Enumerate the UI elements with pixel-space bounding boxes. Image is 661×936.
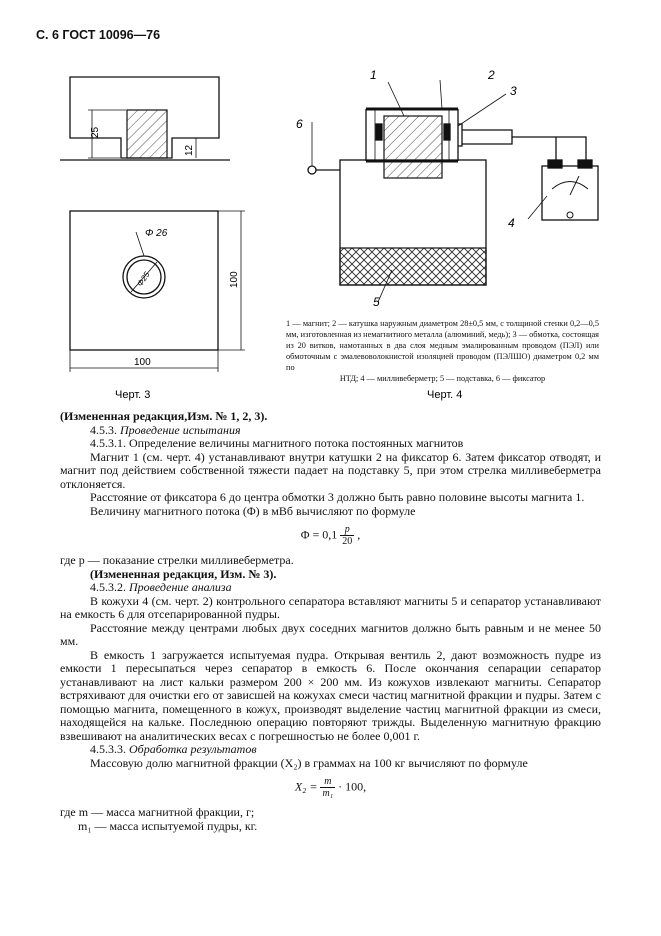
label-4: 4 — [508, 216, 515, 230]
paragraph: В кожухи 4 (см. черт. 2) контрольного сепаратора вставляют магниты 5 и сепаратор устанавливают на емкость 6 для отсепарированной пудры. — [60, 593, 601, 621]
formula-tail: , — [357, 527, 361, 542]
label-2: 2 — [488, 68, 495, 82]
paragraph: Расстояние от фиксатора 6 до центра обмотки 3 должно быть равно половине высоты магнита 1. — [90, 490, 585, 504]
formula-flux — [60, 524, 601, 547]
paragraph: где p — показание стрелки милливеберметра. — [60, 553, 294, 567]
formula-tail: · 100, — [338, 779, 367, 794]
figure-3-caption: Черт. 3 — [115, 389, 151, 401]
formula-fraction — [320, 776, 335, 799]
paragraph: Магнит 1 (см. черт. 4) устанавливают внутри катушки 2 на фиксатор 6. Затем фиксатор отводят, и магнит под действием собственной тяжести падает на подставку 5, при этом стрелка милливеберметра отклоняется. — [60, 449, 601, 491]
section-4-5-3-2 — [60, 581, 601, 595]
stand-base — [340, 248, 486, 285]
section-title: Проведение анализа — [129, 580, 232, 594]
formula-mass-fraction — [60, 776, 601, 799]
fig4-apparatus — [308, 80, 598, 302]
magnet-sample — [127, 110, 167, 158]
magnet-1 — [384, 116, 442, 178]
paragraph: Массовую долю магнитной фракции (X₂) в граммах на 100 кг вычисляют по формуле — [90, 755, 528, 770]
label-3: 3 — [510, 84, 517, 98]
legend-last-line: НТД; 4 — милливеберметр; 5 — подставка, 6 — фиксатор — [339, 374, 546, 384]
dim-phi26: Φ 26 — [145, 228, 168, 239]
paragraph: 4.5.3.1. Определение величины магнитного потока постоянных магнитов — [90, 436, 464, 450]
section-4-5-3-3 — [60, 743, 601, 757]
section-number: 4.5.3. — [90, 422, 117, 437]
section-4-5-3 — [60, 424, 601, 438]
section-title: Проведение испытания — [120, 422, 241, 437]
amendment-note-2: (Измененная редакция, Изм. № 3). — [90, 566, 277, 581]
label-5: 5 — [373, 295, 380, 309]
amendment-note-1: (Измененная редакция,Изм. № 1, 2, 3). — [60, 409, 268, 423]
formula-denominator: 20 — [342, 536, 353, 547]
section-number: 4.5.3.2. — [90, 580, 126, 594]
page-header: С. 6 ГОСТ 10096—76 — [36, 28, 161, 42]
paragraph: Величину магнитного потока (Φ) в мВб вычисляют по формуле — [90, 503, 416, 518]
body-text — [60, 410, 601, 833]
dim-12: 12 — [184, 144, 195, 156]
paragraph: где m — масса магнитной фракции, г; — [60, 805, 255, 819]
figure-4-caption: Черт. 4 — [427, 389, 463, 401]
paragraph: Расстояние между центрами любых двух соседних магнитов должно быть равным и не менее 50 мм. — [60, 620, 601, 648]
formula-numerator: p — [340, 524, 354, 536]
paragraph: В емкость 1 загружается испытуемая пудра. Открывая вентиль 2, дают возможность пудре из емкости 1 пересыпаться через сепаратор в емкость 6. После окончания сепарации сепаратор устанавливают на лист кальки размером 200 × 200 мм. Из кожухов извлекают магниты. Сепаратор встряхивают для очистки его от зависшей на кожухах смеси частиц магнитной фракции и пудры. Затем с помощью магнита, помещенного в кожух, производят выделение частиц магнитной фракции из смеси, находящейся на кальке. Последнюю операцию повторяют трижды. Выделенную магнитную фракцию взвешивают на аналитических весах с погрешностью не более 0,001 г. — [60, 647, 601, 743]
formula-fraction — [340, 524, 354, 547]
formula-lhs: X₂ = — [294, 779, 318, 794]
dim-100-horizontal: 100 — [134, 357, 151, 368]
label-6: 6 — [296, 117, 303, 131]
legend-main: 1 — магнит; 2 — катушка наружным диаметром 28±0,5 мм, с толщиной стенки 0,2—0,5 мм, изготовленная из немагнитного металла (алюминий, медь); 3 — обмотка, состоящая из 20 витков, намотанных в два слоя медным эмалированным проводом (ПЭЛ) или обмоточным с эмалевоволокнистой изоляцией проводом (ПЭЛШО) диаметром 0,2 мм по — [286, 319, 599, 373]
dim-100-vertical: 100 — [229, 271, 240, 288]
fig3-side-view — [60, 77, 230, 160]
label-1: 1 — [370, 68, 377, 82]
dim-25: 25 — [90, 126, 101, 138]
paragraph: m₁ — масса испытуемой пудры, кг. — [78, 818, 258, 833]
section-title: Обработка результатов — [129, 742, 257, 756]
figure-4-legend — [286, 318, 599, 385]
formula-lhs: Φ = 0,1 — [300, 527, 338, 542]
formula-denominator: m₁ — [322, 788, 334, 799]
formula-numerator: m — [320, 776, 335, 788]
section-number: 4.5.3.3. — [90, 742, 126, 756]
dim-phi25: Φ25 — [135, 270, 152, 289]
